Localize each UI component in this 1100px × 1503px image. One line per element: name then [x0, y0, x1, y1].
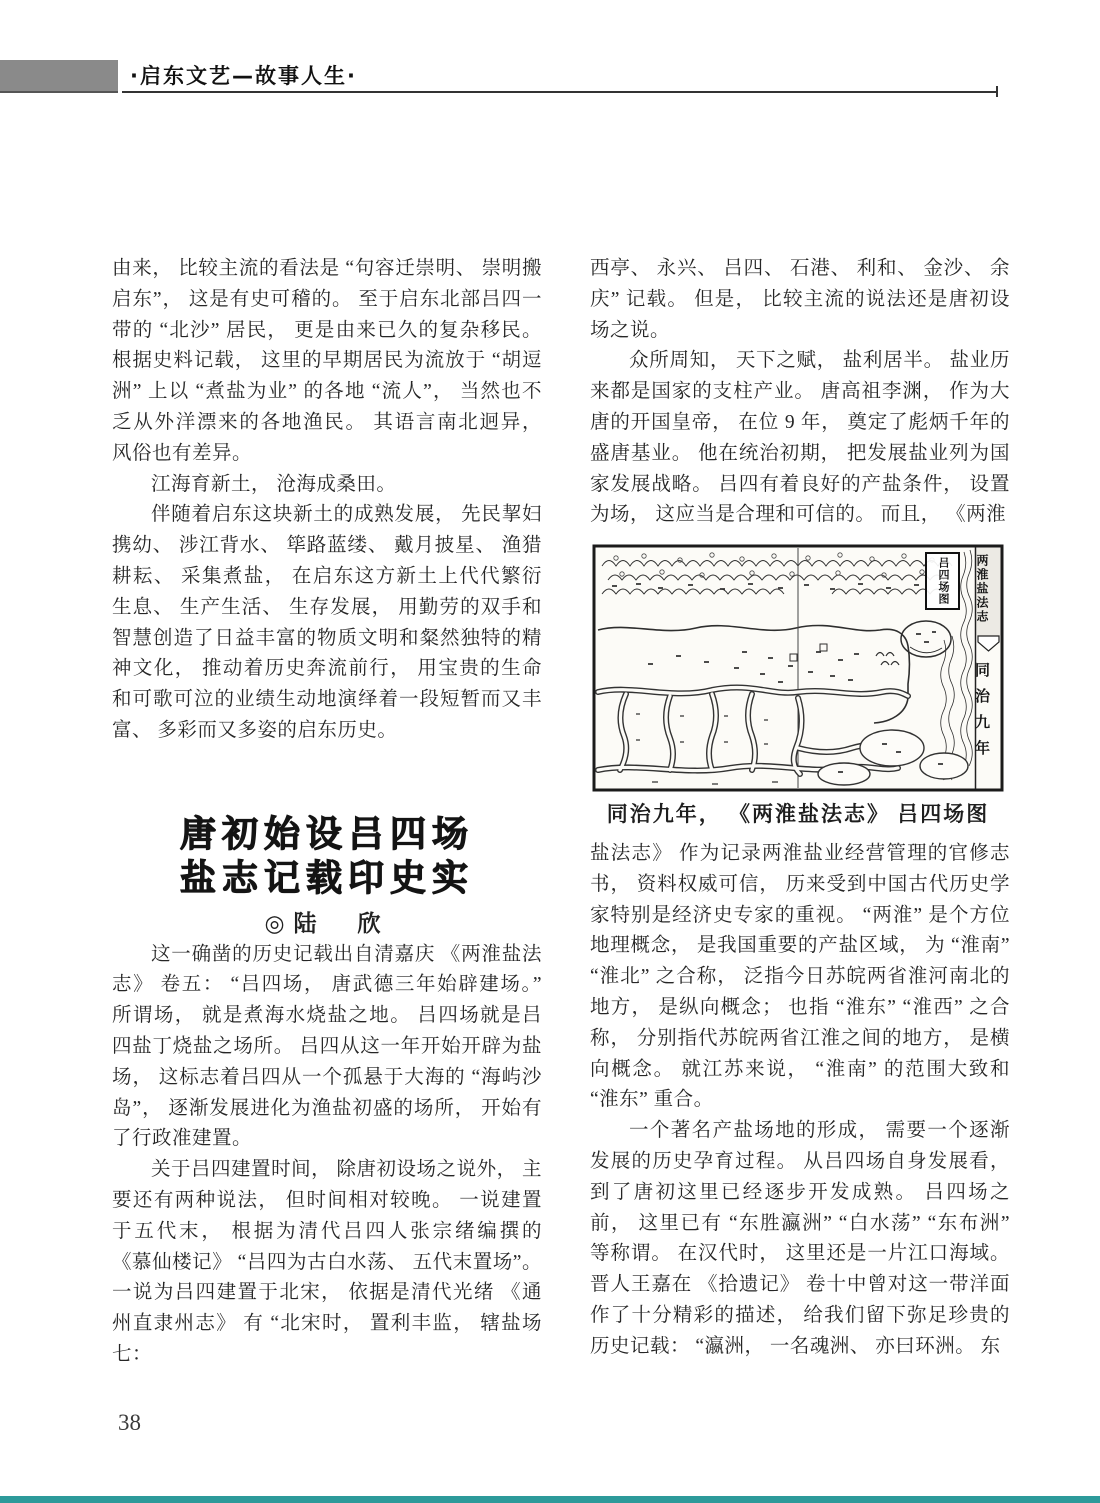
- paragraph: 这一确凿的历史记载出自清嘉庆 《两淮盐法志》 卷五： “吕四场， 唐武德三年始辟建场。” 所谓场， 就是煮海水烧盐之地。 吕四场就是吕四盐丁烧盐之场所。 吕四从这一年开始开辟为盐场， 这标志着吕四从一个孤悬于大海的 “海屿沙岛”， 逐渐发展进化为渔盐初盛的场所， 开始有了行政准建置。: [112, 943, 542, 1150]
- bottom-accent-bar: [0, 1496, 1100, 1503]
- article-title-line2: 盐志记载印史实: [179, 857, 474, 899]
- masthead: ·启东文艺—故事人生·: [130, 64, 357, 88]
- historic-map-figure: [592, 544, 1004, 830]
- paragraph: 西亭、 永兴、 吕四、 石港、 利和、 金沙、 余庆” 记载。 但是， 比较主流的说法还是唐初设场之说。: [590, 258, 1010, 341]
- paragraph: 关于吕四建置时间， 除唐初设场之说外， 主要还有两种说法， 但时间相对较晚。 一说建置于五代末， 根据为清代吕四人张宗绪编撰的 《慕仙楼记》 “吕四为古白水荡、 五代末置场”。 一说为吕四建置于北宋， 依据是清代光绪 《通州直隶州志》 有 “北宋时， 置利丰监， 辖盐场七：: [112, 1159, 542, 1365]
- map-title-box-label: 吕四场图: [925, 552, 960, 610]
- page-number: 38: [118, 1410, 141, 1435]
- article-author: ◎陆 欣: [264, 910, 390, 936]
- header-rule-tick: [996, 86, 998, 97]
- header-rule: [122, 91, 998, 93]
- paragraph: 伴随着启东这块新土的成熟发展， 先民挈妇携幼、 涉江背水、 筚路蓝缕、 戴月披星、 渔猎耕耘、 采集煮盐， 在启东这方新土上代代繁衍生息、 生产生活、 生存发展， 用勤劳的双手和智慧创造了日益丰富的物质文明和粲然独特的精神文化， 推动着历史奔流前行， 用宝贵的生命和可歌可泣的业绩生动地演绎着一段短暂而又丰富、 多彩而又多姿的启东历史。: [112, 504, 542, 741]
- map-year-label: 同治九年: [973, 662, 989, 767]
- article-title-line1: 唐初始设吕四场: [179, 813, 474, 855]
- left-column: [112, 254, 542, 1371]
- right-column: [590, 254, 1010, 1363]
- paragraph: 一个著名产盐场地的形成， 需要一个逐渐发展的历史孕育过程。 从吕四场自身发展看， 到了唐初这里已经逐步开发成熟。 吕四场之前， 这里已有 “东胜瀛洲” “白水荡” “东布洲” 等称谓。 在汉代时， 这里还是一片江口海域。 晋人王嘉在 《拾遗记》 卷十中曾对这一带洋面作了十分精彩的描述， 给我们留下弥足珍贵的历史记载： “瀛洲， 一名魂洲、 亦曰环洲。 东: [590, 1120, 1010, 1357]
- map-spine-label: 两淮盐法志: [975, 554, 989, 625]
- paragraph: 众所周知， 天下之赋， 盐利居半。 盐业历来都是国家的支柱产业。 唐高祖李渊， 作为大唐的开国皇帝， 在位 9 年， 奠定了彪炳千年的盛唐基业。 他在统治初期， 把发展盐业列为国家发展战略。 吕四有着良好的产盐条件， 设置为场， 这应当是合理和可信的。 而且， 《两淮: [590, 350, 1010, 526]
- paragraph: 江海育新土， 沧海成桑田。: [151, 473, 397, 495]
- figure-caption: 同治九年， 《两淮盐法志》 吕四场图: [606, 802, 990, 827]
- paragraph: 盐法志》 作为记录两淮盐业经营管理的官修志书， 资料权威可信， 历来受到中国古代历史学家特别是经济史专家的重视。 “两淮” 是个方位地理概念， 是我国重要的产盐区域， 为 “淮南” “淮北” 之合称， 泛指今日苏皖两省淮河南北的地方， 是纵向概念； 也指 “淮东” “淮西” 之合称， 分别指代苏皖两省江淮之间的地方， 是横向概念。 就江苏来说， “淮南” 的范围大致和 “淮东” 重合。: [590, 842, 1010, 1111]
- article-title: [112, 813, 542, 940]
- paragraph: 由来， 比较主流的看法是 “句容迁崇明、 崇明搬启东”， 这是有史可稽的。 至于启东北部吕四一带的 “北沙” 居民， 更是由来已久的复杂移民。 根据史料记载， 这里的早期居民为流放于 “胡逗洲” 上以 “煮盐为业” 的各地 “流人”， 当然也不乏从外洋漂来的各地渔民。 其语言南北迥异， 风俗也有差异。: [112, 258, 542, 464]
- header-gray-bar: [0, 60, 118, 93]
